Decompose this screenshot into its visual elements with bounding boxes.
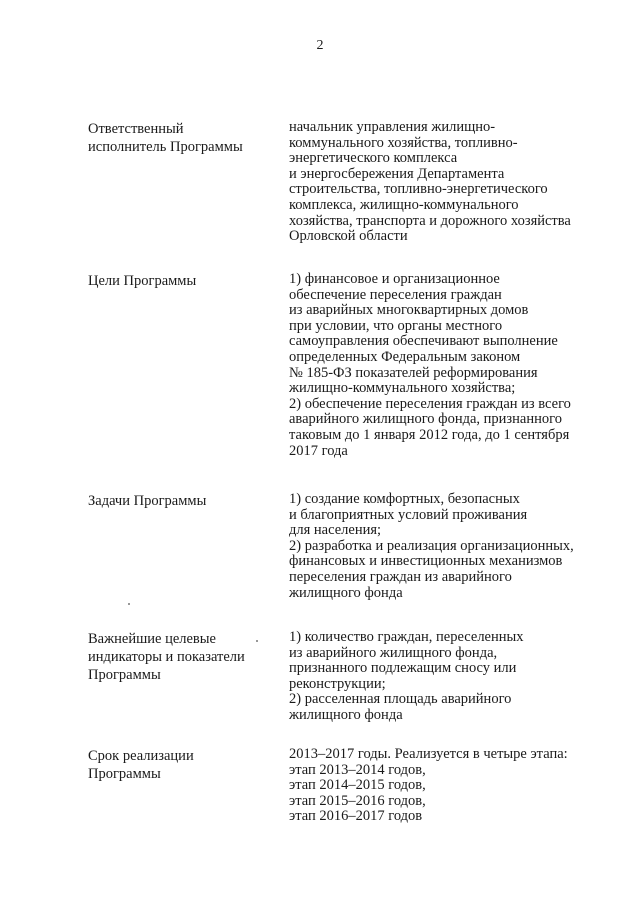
row-label — [88, 120, 268, 156]
value-line: № 185-ФЗ показателей реформирования — [289, 364, 538, 381]
value-line: строительства, топливно-энергетического — [289, 181, 548, 198]
row-value — [289, 630, 619, 724]
value-line: переселения граждан из аварийного — [289, 568, 512, 585]
scan-speck — [256, 640, 258, 642]
value-line: хозяйства, транспорта и дорожного хозяйства — [289, 212, 571, 229]
row-value — [289, 120, 619, 245]
label-line: Ответственный — [88, 121, 184, 137]
value-line: этап 2014–2015 годов, — [289, 777, 426, 794]
value-line: реконструкции; — [289, 675, 386, 692]
row-value — [289, 272, 619, 459]
value-line: из аварийного жилищного фонда, — [289, 644, 498, 661]
row-label — [88, 630, 268, 684]
value-line: 2013–2017 годы. Реализуется в четыре этапа: — [289, 746, 568, 762]
label-line: Важнейшие целевые — [88, 631, 216, 647]
value-line: 2) обеспечение переселения граждан из всего — [289, 395, 571, 412]
label-line: индикаторы и показатели — [88, 649, 245, 665]
value-line: из аварийных многоквартирных домов — [289, 302, 529, 319]
label-line: Срок реализации — [88, 748, 194, 764]
row-label — [88, 272, 268, 290]
value-line: жилищного фонда — [289, 706, 403, 723]
value-line: обеспечение переселения граждан — [289, 286, 502, 303]
row-value — [289, 747, 619, 825]
value-line: этап 2013–2014 годов, — [289, 761, 426, 778]
label-line: исполнитель Программы — [88, 139, 243, 155]
value-line: коммунального хозяйства, топливно- — [289, 134, 518, 151]
value-line: и энергосбережения Департамента — [289, 165, 505, 182]
value-line: финансовых и инвестиционных механизмов — [289, 553, 563, 570]
value-line: 1) количество граждан, переселенных — [289, 629, 524, 645]
value-line: и благоприятных условий проживания — [289, 506, 528, 523]
value-line: жилищного фонда — [289, 584, 403, 601]
value-line: начальник управления жилищно- — [289, 119, 496, 135]
value-line: 2) расселенная площадь аварийного — [289, 691, 512, 708]
value-line: таковым до 1 января 2012 года, до 1 сентября — [289, 426, 570, 443]
row-label — [88, 747, 268, 783]
label-line: Цели Программы — [88, 273, 197, 289]
label-line: Программы — [88, 667, 161, 683]
label-line: Задачи Программы — [88, 493, 207, 509]
row-value — [289, 492, 619, 601]
value-line: 1) финансовое и организационное — [289, 271, 500, 287]
value-line: 2) разработка и реализация организационных, — [289, 537, 574, 554]
value-line: определенных Федеральным законом — [289, 348, 521, 365]
value-line: 2017 года — [289, 442, 348, 459]
value-line: аварийного жилищного фонда, признанного — [289, 411, 562, 428]
value-line: этап 2016–2017 годов — [289, 808, 423, 825]
label-line: Программы — [88, 766, 161, 782]
value-line: энергетического комплекса — [289, 150, 458, 167]
value-line: признанного подлежащим сносу или — [289, 660, 517, 677]
row-label — [88, 492, 268, 510]
value-line: для населения; — [289, 522, 382, 539]
value-line: Орловской области — [289, 228, 408, 245]
page-number: 2 — [316, 38, 324, 53]
value-line: комплекса, жилищно-коммунального — [289, 196, 519, 213]
value-line: жилищно-коммунального хозяйства; — [289, 380, 516, 397]
value-line: 1) создание комфортных, безопасных — [289, 491, 520, 507]
value-line: этап 2015–2016 годов, — [289, 792, 426, 809]
value-line: при условии, что органы местного — [289, 317, 503, 334]
value-line: самоуправления обеспечивают выполнение — [289, 333, 558, 350]
scan-speck — [128, 603, 130, 605]
